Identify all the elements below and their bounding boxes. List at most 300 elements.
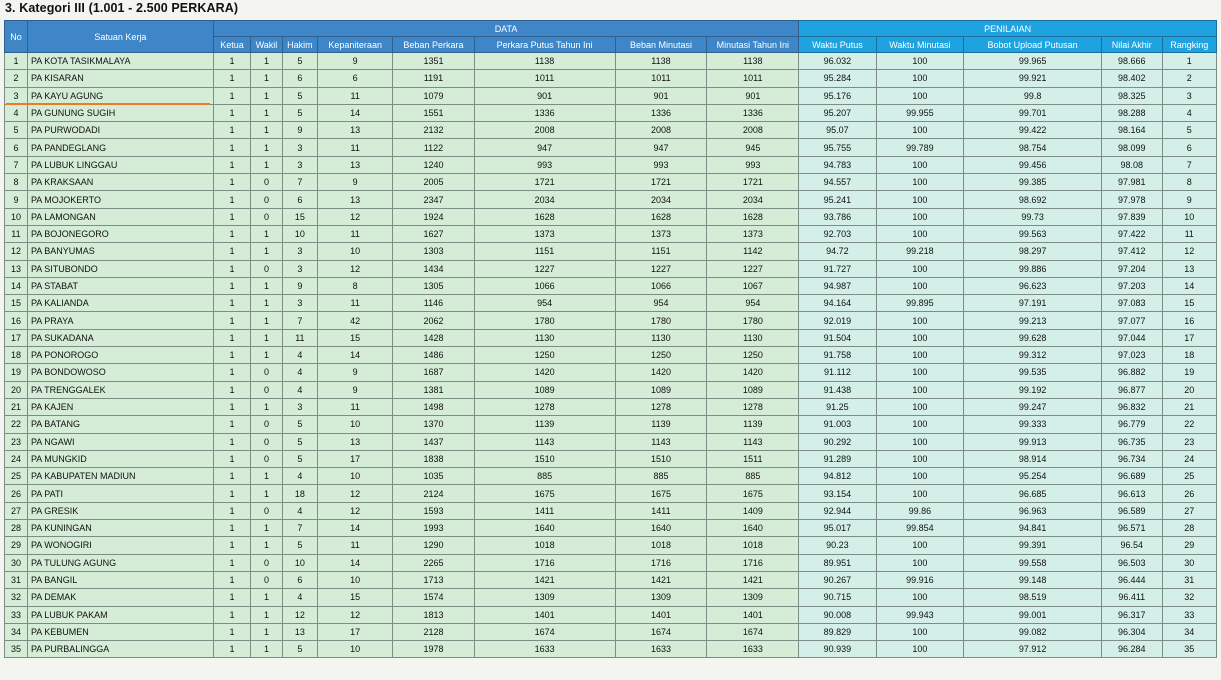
data-cell: 5 bbox=[282, 641, 317, 658]
data-cell: 1373 bbox=[615, 225, 707, 242]
data-cell: 1510 bbox=[474, 450, 615, 467]
data-cell: 1 bbox=[213, 641, 251, 658]
data-cell: 1138 bbox=[615, 53, 707, 70]
data-cell: 1628 bbox=[615, 208, 707, 225]
penilaian-cell: 97.981 bbox=[1101, 174, 1162, 191]
table-row bbox=[5, 416, 1217, 433]
penilaian-cell: 23 bbox=[1162, 433, 1216, 450]
data-cell: 0 bbox=[251, 416, 282, 433]
data-cell: 42 bbox=[318, 312, 393, 329]
data-cell: 1 bbox=[251, 520, 282, 537]
penilaian-cell: 100 bbox=[876, 485, 964, 502]
data-cell: 1 bbox=[251, 606, 282, 623]
satuan-kerja-cell: PA MOJOKERTO bbox=[27, 191, 213, 208]
penilaian-cell: 96.613 bbox=[1101, 485, 1162, 502]
data-cell: 1 bbox=[251, 329, 282, 346]
row-number: 4 bbox=[5, 104, 28, 121]
data-cell: 1 bbox=[213, 277, 251, 294]
data-cell: 1151 bbox=[474, 243, 615, 260]
header-satuan-kerja: Satuan Kerja bbox=[27, 21, 213, 53]
data-cell: 8 bbox=[318, 277, 393, 294]
satuan-kerja-cell: PA PATI bbox=[27, 485, 213, 502]
satuan-kerja-cell: PA KAJEN bbox=[27, 398, 213, 415]
penilaian-cell: 34 bbox=[1162, 623, 1216, 640]
row-number: 24 bbox=[5, 450, 28, 467]
data-cell: 4 bbox=[282, 364, 317, 381]
data-cell: 6 bbox=[282, 70, 317, 87]
satuan-kerja-cell: PA SITUBONDO bbox=[27, 260, 213, 277]
data-cell: 12 bbox=[318, 502, 393, 519]
data-cell: 5 bbox=[282, 104, 317, 121]
table-row bbox=[5, 174, 1217, 191]
data-cell: 885 bbox=[707, 468, 799, 485]
data-cell: 10 bbox=[318, 243, 393, 260]
data-cell: 1401 bbox=[707, 606, 799, 623]
data-cell: 1 bbox=[251, 156, 282, 173]
penilaian-cell: 12 bbox=[1162, 243, 1216, 260]
penilaian-cell: 99.456 bbox=[964, 156, 1102, 173]
data-cell: 1309 bbox=[474, 589, 615, 606]
header-data-col: Beban Minutasi bbox=[615, 37, 707, 53]
penilaian-cell: 98.297 bbox=[964, 243, 1102, 260]
row-number: 34 bbox=[5, 623, 28, 640]
row-number: 19 bbox=[5, 364, 28, 381]
penilaian-cell: 7 bbox=[1162, 156, 1216, 173]
data-cell: 901 bbox=[707, 87, 799, 104]
row-number: 33 bbox=[5, 606, 28, 623]
table-row bbox=[5, 312, 1217, 329]
penilaian-cell: 9 bbox=[1162, 191, 1216, 208]
penilaian-cell: 98.666 bbox=[1101, 53, 1162, 70]
data-cell: 6 bbox=[282, 191, 317, 208]
data-cell: 1674 bbox=[474, 623, 615, 640]
penilaian-cell: 95.254 bbox=[964, 468, 1102, 485]
data-cell: 1674 bbox=[615, 623, 707, 640]
data-cell: 5 bbox=[282, 537, 317, 554]
table-row bbox=[5, 295, 1217, 312]
data-cell: 15 bbox=[318, 329, 393, 346]
table-row bbox=[5, 571, 1217, 588]
data-cell: 1721 bbox=[474, 174, 615, 191]
penilaian-cell: 100 bbox=[876, 554, 964, 571]
penilaian-cell: 98.288 bbox=[1101, 104, 1162, 121]
ranking-table bbox=[4, 20, 1217, 658]
penilaian-cell: 90.715 bbox=[799, 589, 876, 606]
table-row bbox=[5, 53, 1217, 70]
header-penilaian-col: Bobot Upload Putusan bbox=[964, 37, 1102, 53]
data-cell: 1 bbox=[213, 329, 251, 346]
table-row bbox=[5, 641, 1217, 658]
penilaian-cell: 99.422 bbox=[964, 122, 1102, 139]
data-cell: 1 bbox=[213, 623, 251, 640]
penilaian-cell: 98.099 bbox=[1101, 139, 1162, 156]
penilaian-cell: 99.916 bbox=[876, 571, 964, 588]
row-number: 8 bbox=[5, 174, 28, 191]
penilaian-cell: 8 bbox=[1162, 174, 1216, 191]
penilaian-cell: 89.829 bbox=[799, 623, 876, 640]
data-cell: 1633 bbox=[615, 641, 707, 658]
satuan-kerja-cell: PA PURWODADI bbox=[27, 122, 213, 139]
data-cell: 1381 bbox=[393, 381, 474, 398]
penilaian-cell: 5 bbox=[1162, 122, 1216, 139]
data-cell: 1 bbox=[251, 468, 282, 485]
header-data-col: Hakim bbox=[282, 37, 317, 53]
data-cell: 11 bbox=[282, 329, 317, 346]
data-cell: 1130 bbox=[474, 329, 615, 346]
penilaian-cell: 99.628 bbox=[964, 329, 1102, 346]
data-cell: 1089 bbox=[474, 381, 615, 398]
data-cell: 3 bbox=[282, 295, 317, 312]
data-cell: 1628 bbox=[707, 208, 799, 225]
penilaian-cell: 97.204 bbox=[1101, 260, 1162, 277]
penilaian-cell: 91.289 bbox=[799, 450, 876, 467]
data-cell: 9 bbox=[318, 381, 393, 398]
penilaian-cell: 94.987 bbox=[799, 277, 876, 294]
table-row bbox=[5, 122, 1217, 139]
penilaian-cell: 98.692 bbox=[964, 191, 1102, 208]
header-data-col: Perkara Putus Tahun Ini bbox=[474, 37, 615, 53]
penilaian-cell: 93.786 bbox=[799, 208, 876, 225]
data-cell: 1139 bbox=[474, 416, 615, 433]
penilaian-cell: 99.701 bbox=[964, 104, 1102, 121]
data-cell: 1 bbox=[213, 53, 251, 70]
data-cell: 1434 bbox=[393, 260, 474, 277]
penilaian-cell: 90.939 bbox=[799, 641, 876, 658]
data-cell: 1 bbox=[251, 70, 282, 87]
data-cell: 13 bbox=[318, 156, 393, 173]
data-cell: 954 bbox=[615, 295, 707, 312]
data-cell: 1 bbox=[251, 347, 282, 364]
data-cell: 12 bbox=[318, 606, 393, 623]
penilaian-cell: 95.07 bbox=[799, 122, 876, 139]
penilaian-cell: 100 bbox=[876, 468, 964, 485]
data-cell: 2265 bbox=[393, 554, 474, 571]
data-cell: 1420 bbox=[474, 364, 615, 381]
penilaian-cell: 99.218 bbox=[876, 243, 964, 260]
satuan-kerja-cell: PA LAMONGAN bbox=[27, 208, 213, 225]
row-number: 20 bbox=[5, 381, 28, 398]
data-cell: 1 bbox=[213, 416, 251, 433]
data-cell: 2062 bbox=[393, 312, 474, 329]
data-cell: 1 bbox=[251, 139, 282, 156]
data-cell: 885 bbox=[474, 468, 615, 485]
data-cell: 1011 bbox=[707, 70, 799, 87]
penilaian-cell: 100 bbox=[876, 208, 964, 225]
data-cell: 10 bbox=[318, 416, 393, 433]
data-cell: 1336 bbox=[474, 104, 615, 121]
row-number: 30 bbox=[5, 554, 28, 571]
penilaian-cell: 98.164 bbox=[1101, 122, 1162, 139]
data-cell: 1 bbox=[213, 87, 251, 104]
data-cell: 0 bbox=[251, 450, 282, 467]
penilaian-cell: 29 bbox=[1162, 537, 1216, 554]
penilaian-cell: 96.882 bbox=[1101, 364, 1162, 381]
penilaian-cell: 99.886 bbox=[964, 260, 1102, 277]
data-cell: 4 bbox=[282, 347, 317, 364]
row-number: 32 bbox=[5, 589, 28, 606]
data-cell: 1 bbox=[213, 104, 251, 121]
table-row bbox=[5, 623, 1217, 640]
data-cell: 3 bbox=[282, 156, 317, 173]
data-cell: 1143 bbox=[474, 433, 615, 450]
penilaian-cell: 100 bbox=[876, 277, 964, 294]
table-row bbox=[5, 87, 1217, 104]
satuan-kerja-cell: PA TRENGGALEK bbox=[27, 381, 213, 398]
data-cell: 10 bbox=[282, 554, 317, 571]
penilaian-cell: 92.944 bbox=[799, 502, 876, 519]
penilaian-cell: 96.032 bbox=[799, 53, 876, 70]
table-row bbox=[5, 347, 1217, 364]
data-cell: 1421 bbox=[615, 571, 707, 588]
penilaian-cell: 91.727 bbox=[799, 260, 876, 277]
data-cell: 1 bbox=[251, 589, 282, 606]
data-cell: 1 bbox=[213, 520, 251, 537]
row-number: 28 bbox=[5, 520, 28, 537]
penilaian-cell: 97.023 bbox=[1101, 347, 1162, 364]
penilaian-cell: 99.213 bbox=[964, 312, 1102, 329]
data-cell: 9 bbox=[318, 53, 393, 70]
penilaian-cell: 100 bbox=[876, 312, 964, 329]
data-cell: 1240 bbox=[393, 156, 474, 173]
data-cell: 1 bbox=[251, 243, 282, 260]
data-cell: 885 bbox=[615, 468, 707, 485]
data-cell: 1 bbox=[213, 606, 251, 623]
data-cell: 5 bbox=[282, 53, 317, 70]
satuan-kerja-cell: PA KISARAN bbox=[27, 70, 213, 87]
table-row bbox=[5, 208, 1217, 225]
penilaian-cell: 89.951 bbox=[799, 554, 876, 571]
satuan-kerja-cell: PA SUKADANA bbox=[27, 329, 213, 346]
data-cell: 5 bbox=[282, 87, 317, 104]
penilaian-cell: 97.978 bbox=[1101, 191, 1162, 208]
penilaian-cell: 96.779 bbox=[1101, 416, 1162, 433]
satuan-kerja-cell: PA DEMAK bbox=[27, 589, 213, 606]
data-cell: 1 bbox=[213, 156, 251, 173]
data-cell: 1 bbox=[251, 277, 282, 294]
data-cell: 1574 bbox=[393, 589, 474, 606]
satuan-kerja-cell: PA BANGIL bbox=[27, 571, 213, 588]
header-penilaian-col: Rangking bbox=[1162, 37, 1216, 53]
data-cell: 1640 bbox=[615, 520, 707, 537]
penilaian-cell: 100 bbox=[876, 623, 964, 640]
data-cell: 1139 bbox=[615, 416, 707, 433]
satuan-kerja-cell: PA BANYUMAS bbox=[27, 243, 213, 260]
penilaian-cell: 99.247 bbox=[964, 398, 1102, 415]
table-row bbox=[5, 485, 1217, 502]
data-cell: 1250 bbox=[615, 347, 707, 364]
data-cell: 1486 bbox=[393, 347, 474, 364]
penilaian-cell: 96.589 bbox=[1101, 502, 1162, 519]
row-number: 26 bbox=[5, 485, 28, 502]
row-number: 35 bbox=[5, 641, 28, 658]
data-cell: 11 bbox=[318, 87, 393, 104]
data-cell: 993 bbox=[615, 156, 707, 173]
satuan-kerja-cell: PA WONOGIRI bbox=[27, 537, 213, 554]
data-cell: 0 bbox=[251, 191, 282, 208]
data-cell: 11 bbox=[318, 225, 393, 242]
data-cell: 0 bbox=[251, 571, 282, 588]
data-cell: 1 bbox=[251, 53, 282, 70]
penilaian-cell: 95.241 bbox=[799, 191, 876, 208]
penilaian-cell: 100 bbox=[876, 87, 964, 104]
penilaian-cell: 90.267 bbox=[799, 571, 876, 588]
data-cell: 1 bbox=[213, 208, 251, 225]
data-cell: 1018 bbox=[615, 537, 707, 554]
penilaian-cell: 6 bbox=[1162, 139, 1216, 156]
data-cell: 993 bbox=[707, 156, 799, 173]
data-cell: 1780 bbox=[707, 312, 799, 329]
penilaian-cell: 91.112 bbox=[799, 364, 876, 381]
header-data-col: Kepaniteraan bbox=[318, 37, 393, 53]
row-number: 2 bbox=[5, 70, 28, 87]
penilaian-cell: 92.019 bbox=[799, 312, 876, 329]
penilaian-cell: 100 bbox=[876, 347, 964, 364]
penilaian-cell: 99.86 bbox=[876, 502, 964, 519]
data-cell: 1 bbox=[213, 589, 251, 606]
penilaian-cell: 99.789 bbox=[876, 139, 964, 156]
data-cell: 2128 bbox=[393, 623, 474, 640]
data-cell: 954 bbox=[707, 295, 799, 312]
data-cell: 901 bbox=[474, 87, 615, 104]
penilaian-cell: 100 bbox=[876, 70, 964, 87]
data-cell: 13 bbox=[318, 433, 393, 450]
penilaian-cell: 100 bbox=[876, 122, 964, 139]
data-cell: 1993 bbox=[393, 520, 474, 537]
penilaian-cell: 96.685 bbox=[964, 485, 1102, 502]
data-cell: 1130 bbox=[615, 329, 707, 346]
data-cell: 7 bbox=[282, 520, 317, 537]
penilaian-cell: 2 bbox=[1162, 70, 1216, 87]
row-number: 5 bbox=[5, 122, 28, 139]
data-cell: 1721 bbox=[615, 174, 707, 191]
penilaian-cell: 99.8 bbox=[964, 87, 1102, 104]
data-cell: 1411 bbox=[615, 502, 707, 519]
satuan-kerja-cell: PA PONOROGO bbox=[27, 347, 213, 364]
data-cell: 4 bbox=[282, 502, 317, 519]
table-row bbox=[5, 70, 1217, 87]
penilaian-cell: 99.312 bbox=[964, 347, 1102, 364]
penilaian-cell: 91.003 bbox=[799, 416, 876, 433]
penilaian-cell: 13 bbox=[1162, 260, 1216, 277]
data-cell: 0 bbox=[251, 174, 282, 191]
row-number: 15 bbox=[5, 295, 28, 312]
penilaian-cell: 94.557 bbox=[799, 174, 876, 191]
penilaian-cell: 90.292 bbox=[799, 433, 876, 450]
data-cell: 3 bbox=[282, 398, 317, 415]
data-cell: 11 bbox=[318, 139, 393, 156]
penilaian-cell: 90.008 bbox=[799, 606, 876, 623]
table-row bbox=[5, 243, 1217, 260]
data-cell: 14 bbox=[318, 520, 393, 537]
penilaian-cell: 99.965 bbox=[964, 53, 1102, 70]
data-cell: 10 bbox=[318, 641, 393, 658]
penilaian-cell: 99.535 bbox=[964, 364, 1102, 381]
data-cell: 1721 bbox=[707, 174, 799, 191]
penilaian-cell: 96.877 bbox=[1101, 381, 1162, 398]
penilaian-cell: 100 bbox=[876, 174, 964, 191]
table-row bbox=[5, 468, 1217, 485]
penilaian-cell: 100 bbox=[876, 260, 964, 277]
table-row bbox=[5, 606, 1217, 623]
row-number: 6 bbox=[5, 139, 28, 156]
penilaian-cell: 91.504 bbox=[799, 329, 876, 346]
data-cell: 1122 bbox=[393, 139, 474, 156]
satuan-kerja-cell: PA LUBUK PAKAM bbox=[27, 606, 213, 623]
data-cell: 1 bbox=[213, 260, 251, 277]
penilaian-cell: 100 bbox=[876, 191, 964, 208]
penilaian-cell: 99.082 bbox=[964, 623, 1102, 640]
penilaian-cell: 100 bbox=[876, 329, 964, 346]
penilaian-cell: 100 bbox=[876, 398, 964, 415]
data-cell: 6 bbox=[318, 70, 393, 87]
penilaian-cell: 96.571 bbox=[1101, 520, 1162, 537]
data-cell: 1 bbox=[251, 623, 282, 640]
table-row bbox=[5, 139, 1217, 156]
satuan-kerja-cell: PA KEBUMEN bbox=[27, 623, 213, 640]
data-cell: 11 bbox=[318, 295, 393, 312]
data-cell: 1420 bbox=[615, 364, 707, 381]
data-cell: 1713 bbox=[393, 571, 474, 588]
penilaian-cell: 10 bbox=[1162, 208, 1216, 225]
data-cell: 14 bbox=[318, 554, 393, 571]
satuan-kerja-cell: PA KRAKSAAN bbox=[27, 174, 213, 191]
penilaian-cell: 95.284 bbox=[799, 70, 876, 87]
header-no: No bbox=[5, 21, 28, 53]
data-cell: 1191 bbox=[393, 70, 474, 87]
data-cell: 1 bbox=[213, 70, 251, 87]
data-cell: 2347 bbox=[393, 191, 474, 208]
data-cell: 1 bbox=[213, 468, 251, 485]
data-cell: 1250 bbox=[707, 347, 799, 364]
data-cell: 15 bbox=[318, 589, 393, 606]
penilaian-cell: 91.25 bbox=[799, 398, 876, 415]
penilaian-cell: 96.623 bbox=[964, 277, 1102, 294]
data-cell: 9 bbox=[318, 174, 393, 191]
penilaian-cell: 16 bbox=[1162, 312, 1216, 329]
data-cell: 1066 bbox=[615, 277, 707, 294]
row-number: 21 bbox=[5, 398, 28, 415]
data-cell: 1351 bbox=[393, 53, 474, 70]
satuan-kerja-cell: PA STABAT bbox=[27, 277, 213, 294]
row-number: 23 bbox=[5, 433, 28, 450]
data-cell: 2132 bbox=[393, 122, 474, 139]
header-penilaian-col: Waktu Minutasi bbox=[876, 37, 964, 53]
data-cell: 1716 bbox=[474, 554, 615, 571]
data-cell: 1011 bbox=[474, 70, 615, 87]
penilaian-cell: 92.703 bbox=[799, 225, 876, 242]
penilaian-cell: 94.812 bbox=[799, 468, 876, 485]
row-number: 10 bbox=[5, 208, 28, 225]
penilaian-cell: 1 bbox=[1162, 53, 1216, 70]
penilaian-cell: 99.385 bbox=[964, 174, 1102, 191]
data-cell: 1551 bbox=[393, 104, 474, 121]
data-cell: 2034 bbox=[615, 191, 707, 208]
data-cell: 1420 bbox=[707, 364, 799, 381]
penilaian-cell: 94.783 bbox=[799, 156, 876, 173]
data-cell: 1 bbox=[213, 398, 251, 415]
penilaian-cell: 98.754 bbox=[964, 139, 1102, 156]
data-cell: 9 bbox=[318, 364, 393, 381]
data-cell: 5 bbox=[282, 416, 317, 433]
highlight-underline bbox=[6, 103, 210, 105]
data-cell: 1067 bbox=[707, 277, 799, 294]
satuan-kerja-cell: PA KABUPATEN MADIUN bbox=[27, 468, 213, 485]
data-cell: 1780 bbox=[615, 312, 707, 329]
data-cell: 1089 bbox=[707, 381, 799, 398]
data-cell: 2034 bbox=[474, 191, 615, 208]
data-cell: 993 bbox=[474, 156, 615, 173]
data-cell: 1628 bbox=[474, 208, 615, 225]
